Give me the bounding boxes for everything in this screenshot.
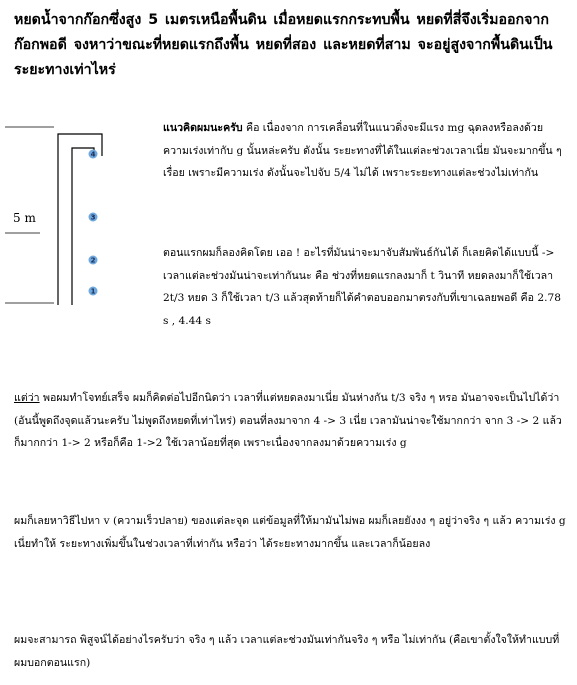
paragraph-doubt-lead: แต่ว่า <box>14 392 40 404</box>
paragraph-velocity: ผมก็เลยหาวิธีไปหา v (ความเร็วปลาย) ของแต่ละจุด แต่ข้อมูลที่ให้มามันไม่พอ ผมก็เลยยังงง ๆ อยู่ว่าจริง ๆ แล้ว ความเร่ง g เนี่ยทำให้ ระยะทางเพิ่มขึ้นในช่วงเวลาที่เท่ากัน หรือว่า ได้ระยะทางมากขึ้น และเวลาก็น้อยลง <box>14 515 566 550</box>
paragraph-doubt-body: พอผมทำโจทย์เสร็จ ผมก็คิดต่อไปอีกนิดว่า เวลาที่แต่หยดลงมาเนี่ย มันห่างกัน t/3 จริง ๆ หรอ มันอาจจะเป็นไปได้ว่า (อันนี้พูดถึงจุดแล้วนะครับ ไม่พูดถึงหยดที่เท่าไหร่) ตอนที่ลงมาจาก 4 -> 3 เนี่ย เวลามันน่าจะใช้มากกว่า จาก 3 -> 2 แล้วก็มากกว่า 1-> 2 หรือก็คือ 1->2 ใช้เวลาน้อยที่สุด เพราะเนื่องจากลงมาด้วยความเร่ง g <box>14 392 562 449</box>
paragraph-approach-body: คือ เนื่องจาก การเคลื่อนที่ในแนวดิ่งจะมีแรง mg ฉุดลงหรือลงด้วยความเร่งเท่ากับ g นั้นหล่ะครับ ดังนั้น ระยะทางที่ได้ในแต่ละช่วงเวลาเนี่ย มันจะมากขึ้น ๆ เรื่อย เพราะมีความเร่ง ดังนั้นจะไปจับ 5/4 ไม่ได้ เพราะระยะทางแต่ละช่วงไม่เท่ากัน <box>163 122 562 179</box>
paragraph-first-attempt: ตอนแรกผมก็ลองคิดโดย เออ ! อะไรที่มันน่าจะมาจับสัมพันธ์กันได้ ก็เลยคิดได้แบบนี้ -> เวลาแต่ละช่วงมันน่าจะเท่ากันนะ คือ ช่วงที่หยดแรกลงมาก็ t วินาที หยดลงมาก็ใช้เวลา 2t/3 หยด 3 ก็ใช้เวลา t/3 แล้วสุดท้ายก็ได้คำตอบออกมาตรงกับที่เขาเฉลยพอดี คือ 2.78 s , 4.44 s <box>163 247 561 327</box>
pipe-inner-edge <box>72 148 94 305</box>
faucet-diagram <box>0 110 150 310</box>
water-drop-2-label: 2 <box>90 256 96 265</box>
height-label: 5 m <box>13 211 36 225</box>
paragraph-question: ผมจะสามารถ พิสูจน์ได้อย่างไรครับว่า จริง ๆ แล้ว เวลาแต่ละช่วงมันเท่ากันจริง ๆ หรือ ไม่เท่ากัน (คือเขาตั้งใจให้ทำแบบที่ผมบอกตอนแรก) <box>14 634 560 669</box>
water-drop-1 <box>89 287 98 296</box>
water-drop-4 <box>89 150 98 159</box>
water-drop-2 <box>89 256 98 265</box>
water-drop-3-label: 3 <box>90 213 96 222</box>
question-title: หยดน้ำจากก๊อกซึ่งสูง 5 เมตรเหนือพื้นดิน เมื่อหยดแรกกระทบพื้น หยดที่สี่จึงเริ่มออกจากก๊อกพอดี จงหาว่าขณะที่หยดแรกถึงพื้น หยดที่สอง และหยดที่สาม จะอยู่สูงจากพื้นดินเป็นระยะทางเท่าไหร่ <box>14 12 553 78</box>
paragraph-approach-lead: แนวคิดผมนะครับ <box>163 122 243 134</box>
water-drop-3 <box>89 213 98 222</box>
water-drop-1-label: 1 <box>90 287 96 296</box>
water-drop-4-label: 4 <box>90 150 96 159</box>
faucet-diagram-svg <box>0 110 150 310</box>
paragraph-approach <box>163 117 567 185</box>
paragraph-doubt <box>14 387 567 455</box>
